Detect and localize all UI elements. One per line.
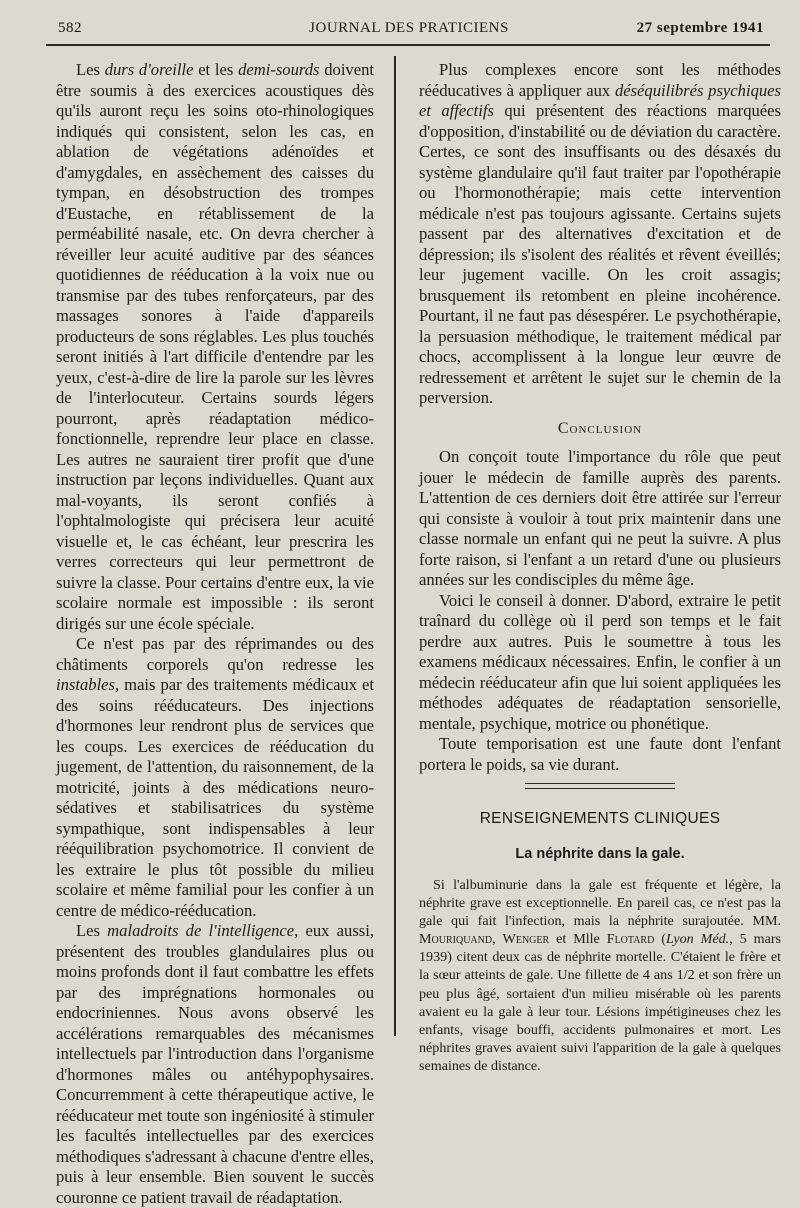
conclusion-heading: Conclusion bbox=[557, 419, 643, 437]
paragraph-hearing: Les durs d'oreille et les demi-sourds doivent être soumis à des exercices acoustiques dès qu'ils auront reçu les soins oto-rhinologiques indiqués qui consistent, selon les cas, en ablation de végétations adénoïdes et d'amygdales, en assèchement des caisses du tympan, en désobstruction des trompes d'Eustache, en rétablissement de la perméabilité nasale, etc. On devra chercher à réveiller leur acuité auditive par des séances quotidiennes de rééducation à la voix nue ou transmise par des tubes renforçateurs, par des massages sonores à l'aide d'appareils producteurs de sons réglables. Les plus touchés seront initiés à l'art difficile d'entendre par les yeux, c'est-à-dire de lire la parole sur les lèvres de l'interlocuteur. Certains sourds légers pourront, après réadaptation médico-fonctionnelle, reprendre leur place en classe. Les autres ne sauraient tirer profit que d'une instruction par leçons individuelles. Quant aux mal-voyants, ils seront confiés à l'ophtalmologiste qui précisera leur acuité visuelle et, le cas échéant, leur prescrira les verres correcteurs qui leur permettront de suivre la classe. Pour certains d'entre eux, la vie scolaire normale est impossible : ils seront dirigés sur une école spéciale. bbox=[56, 60, 374, 633]
header-rule bbox=[46, 44, 770, 46]
section-separator bbox=[525, 783, 675, 789]
paragraph-instables: Ce n'est pas par des réprimandes ou des châtiments corporels qu'on redresse les instables, mais par des traitements médicaux et des soins rééducateurs. Des injections d'hormones leur rendront plus de services que les coups. Les exercices de rééducation du jugement, de l'attention, du raisonnement, de la motricité, joints à des médications neuro-sédatives et stabilisatrices du système sympathique, sont indispensables à leur rééquilibration psychomotrice. Il convient de les extraire le plus tôt possible du milieu scolaire et même familial pour les confier à un centre de médico-rééducation. bbox=[56, 634, 374, 920]
article-heading: La néphrite dans la gale. bbox=[515, 845, 685, 862]
page-number: 582 bbox=[58, 20, 82, 36]
paragraph-conclusion-1: On conçoit toute l'importance du rôle que peut jouer le médecin de famille auprès des parents. L'attention de ces derniers doit être attirée sur l'erreur qui consiste à vouloir à tout prix maintenir dans une classe normale un enfant qui ne peut la suivre. A plus forte raison, si l'enfant a un retard d'une ou plusieurs années sur les condisciples du même âge. bbox=[419, 447, 781, 589]
section-heading: RENSEIGNEMENTS CLINIQUES bbox=[479, 810, 721, 827]
issue-date: 27 septembre 1941 bbox=[636, 20, 764, 36]
clinical-note bbox=[419, 876, 781, 1075]
page-header bbox=[50, 14, 768, 44]
left-column bbox=[56, 60, 374, 1208]
paragraph-conclusion-3: Toute temporisation est une faute dont l'enfant portera le poids, sa vie durant. bbox=[419, 734, 781, 774]
column-divider bbox=[394, 56, 396, 1036]
right-column bbox=[419, 60, 781, 1075]
clinical-paragraph: Si l'albuminurie dans la gale est fréquente et légère, la néphrite grave est exceptionnelle. En pareil cas, ce n'est pas la gale qui fait l'infection, mais la néphrite surajoutée. MM. Mouriquand, Wenger et Mlle Flotard (Lyon Méd., 5 mars 1939) citent deux cas de néphrite mortelle. C'étaient le frère et la sœur atteints de gale. Une fillette de 4 ans 1/2 et son frère un peu plus âgé, sortaient d'un milieu misérable où les parents avaient eu la gale à leur tour. Lésions impétigineuses chez les enfants, visage bouffi, accidents pulmonaires et mort. Les néphrites graves avaient suivi l'apparition de la gale à quelques semaines de distance. bbox=[419, 877, 782, 1074]
paragraph-maladroits: Les maladroits de l'intelligence, eux aussi, présentent des troubles glandulaires plus ou moins profonds dont il faut combattre les effets par des imprégnations hormonales ou endocriniennes. Nous avons observé les accélérations remarquables des mécanismes intellectuels par l'introduction dans l'organisme d'hormones mâles ou antéhypophysaires. Concurremment à cette thérapeutique active, le rééducateur met toute son ingéniosité à stimuler les facultés intellectuelles par des exercices méthodiques s'adressant à chacune d'entre elles, puis à leur ensemble. Bien souvent le succès couronne ce patient travail de réadaptation. bbox=[56, 921, 374, 1207]
journal-title: JOURNAL DES PRATICIENS bbox=[309, 20, 509, 36]
paragraph-conclusion-2: Voici le conseil à donner. D'abord, extraire le petit traînard du collège où il perd son temps et le fait perdre aux autres. Puis le soumettre à tous les examens médicaux nécessaires. Enfin, le confier à un médecin rééducateur afin que lui soient appliquées les méthodes adéquates de réadaptation sensorielle, mentale, psychique, motrice ou phonétique. bbox=[419, 590, 781, 733]
paragraph-desequilibres: Plus complexes encore sont les méthodes rééducatives à appliquer aux déséquilibrés psychiques et affectifs qui présentent des réactions marquées d'opposition, d'instabilité ou de déviation du caractère. Certes, ce sont des insuffisants ou des désaxés du système glandulaire qu'il faut traiter par l'opothérapie ou l'hormonothérapie; mais cette intervention médicale n'est pas toujours agissante. Certains sujets passent par des alternatives d'excitation et de dépression; ils s'isolent des réalités et rêvent éveillés; leur jugement vacille. On les croit assagis; brusquement ils retombent en pleine incohérence. Pourtant, il ne faut pas désespérer. Le psychothérapie, la persuasion méthodique, le traitement médical par chocs, accomplissent à la longue leur œuvre de redressement et arrêtent le sujet sur le chemin de la perversion. bbox=[419, 60, 781, 407]
